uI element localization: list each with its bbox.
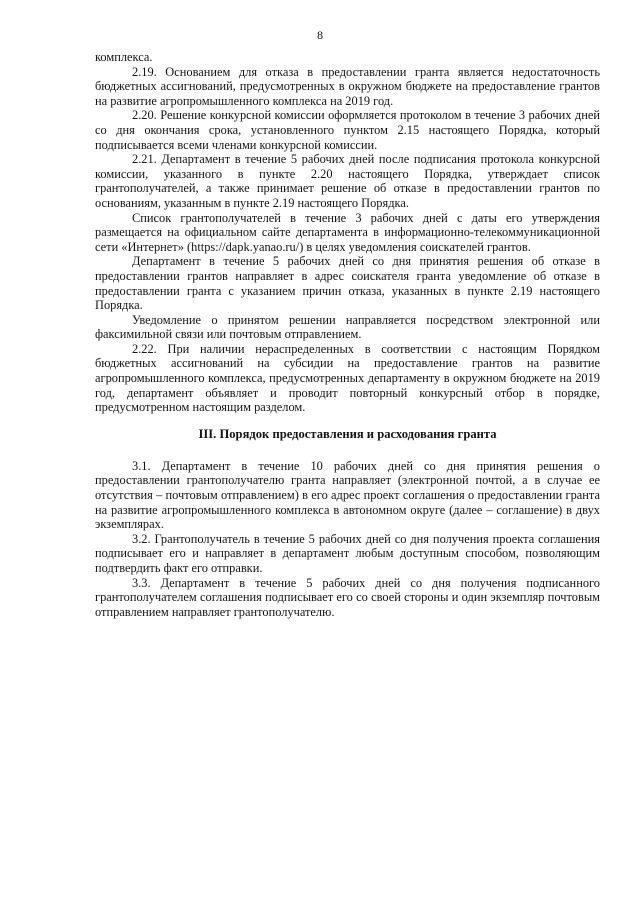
document-body [95, 50, 600, 619]
paragraph-2-20: 2.20. Решение конкурсной комиссии оформляется протоколом в течение 3 рабочих дней со дня окончания срока, установленного пунктом 2.15 настоящего Порядка, который подписывается всеми членами конкурсной комиссии. [95, 108, 600, 152]
paragraph-2-21: 2.21. Департамент в течение 5 рабочих дней после подписания протокола конкурсной комиссии, указанного в пункте 2.20 настоящего Порядка, утверждает список грантополучателей, а также принимает решение об отказе в предоставлении грантов по основаниям, указанным в пункте 2.19 настоящего Порядка. [95, 152, 600, 210]
paragraph-refusal-notice: Департамент в течение 5 рабочих дней со дня принятия решения об отказе в предоставлении грантов направляет в адрес соискателя гранта уведомление об отказе в предоставлении гранта с указанием причин отказа, указанных в пункте 2.19 настоящего Порядка. [95, 254, 600, 313]
paragraph-notification-method: Уведомление о принятом решении направляется посредством электронной или факсимильной связи или почтовым отправлением. [95, 312, 600, 342]
paragraph-grantee-list: Список грантополучателей в течение 3 рабочих дней с даты его утверждения размещается на официальном сайте департамента в информационно-телекоммуникационной сети «Интернет» (https://dapk.yanao.ru/) в целях уведомления соискателей грантов. [95, 210, 600, 254]
page-number: 8 [317, 28, 323, 42]
paragraph-3-1: 3.1. Департамент в течение 10 рабочих дней со дня принятия решения о предоставлении грантополучателю гранта направляет (электронной почтой, а в случае ее отсутствия – почтовым отправлением) в его адрес проект соглашения о предоставлении гранта на развитие агропромышленного комплекса в автономном округе (далее – соглашение) в двух экземплярах. [95, 458, 600, 532]
paragraph-3-3: 3.3. Департамент в течение 5 рабочих дней со дня получения подписанного грантополучателем соглашения подписывает его со своей стороны и один экземпляр почтовым отправлением направляет грантополучателю. [95, 575, 600, 619]
paragraph-2-22: 2.22. При наличии нераспределенных в соответствии с настоящим Порядком бюджетных ассигнований на субсидии на предоставление грантов на развитие агропромышленного комплекса, предусмотренных департаменту в окружном бюджете на 2019 год, департамент объявляет и проводит повторный конкурсный отбор в порядке, предусмотренном настоящим разделом. [95, 341, 600, 415]
paragraph-2-19: 2.19. Основанием для отказа в предоставлении гранта является недостаточность бюджетных ассигнований, предусмотренных в окружном бюджете на предоставление грантов на развитие агропромышленного комплекса на 2019 год. [95, 64, 600, 108]
paragraph-continuation: комплекса. [95, 50, 153, 64]
paragraph-3-2: 3.2. Грантополучатель в течение 5 рабочих дней со дня получения проекта соглашения подписывает его и направляет в департамент любым доступным способом, позволяющим подтвердить факт его отправки. [95, 531, 600, 575]
section-heading: III. Порядок предоставления и расходования гранта [198, 426, 497, 441]
